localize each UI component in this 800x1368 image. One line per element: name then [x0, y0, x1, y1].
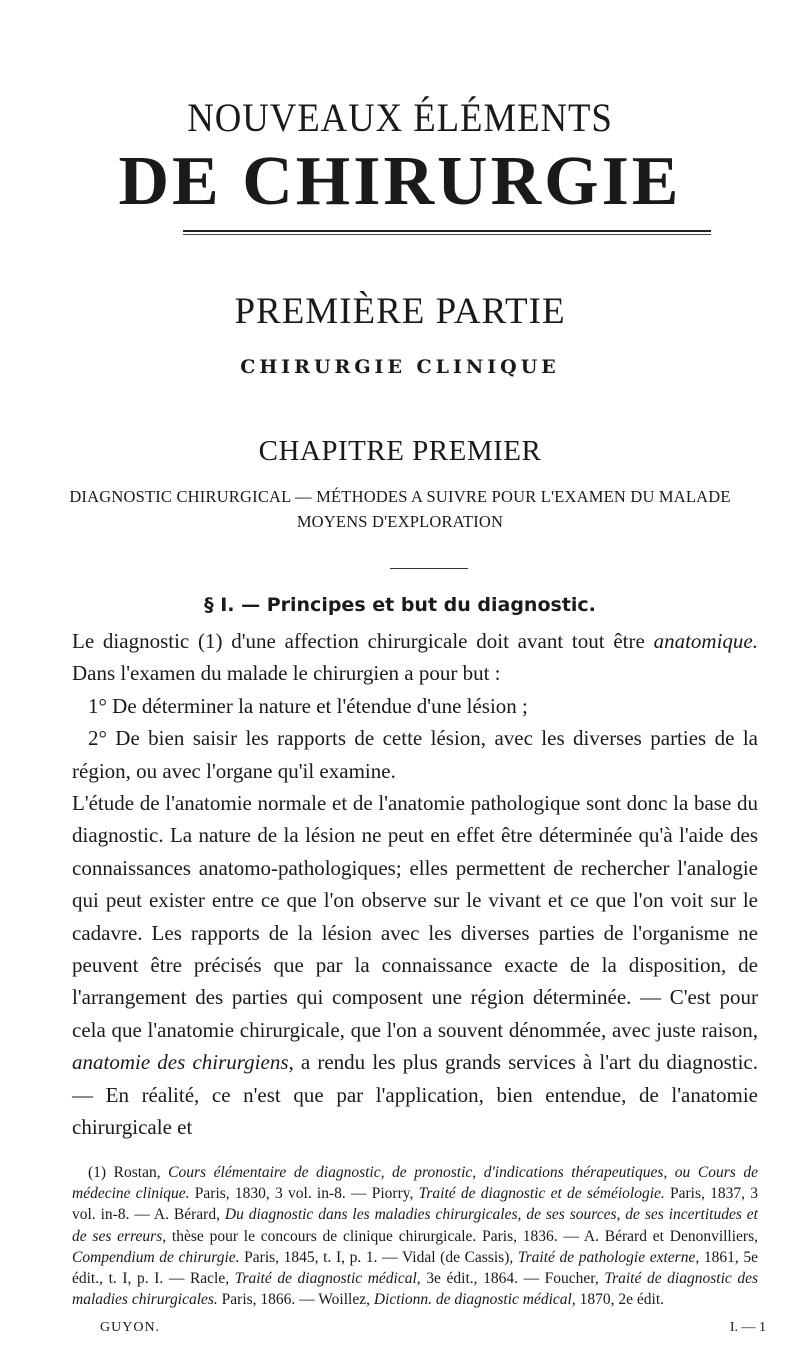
text-run: Paris, 1866. — Woillez,: [217, 1291, 374, 1309]
book-title-line2: DE CHIRURGIE: [118, 143, 682, 220]
chapter-summary-line1: DIAGNOSTIC CHIRURGICAL — MÉTHODES A SUIVRE POUR L'EXAMEN DU MALADE: [69, 487, 731, 506]
book-title-line1: NOUVEAUX ÉLÉMENTS: [187, 95, 613, 140]
title-rule-thin: [183, 234, 711, 235]
citation-title: Dictionn. de diagnostic médical,: [373, 1291, 576, 1309]
text-run: thèse pour le concours de clinique chirurgicale. Paris, 1836. — A. Bérard et Denonvilliers,: [166, 1227, 758, 1245]
paragraph: [72, 787, 758, 1143]
footer-author: GUYON.: [100, 1320, 161, 1335]
text-run: Paris, 1830, 3 vol. in-8. — Piorry,: [189, 1185, 419, 1203]
text-run: 1870, 2e édit.: [575, 1291, 664, 1309]
section-heading: § I. — Principes et but du diagnostic.: [204, 594, 596, 616]
title-rule: [183, 230, 711, 232]
text-run: Dans l'examen du malade le chirurgien a pour but :: [72, 661, 501, 686]
footnote: [72, 1162, 758, 1310]
citation-title: Traité de diagnostic et de séméiologie.: [418, 1185, 665, 1203]
chapter-summary-line2: MOYENS D'EXPLORATION: [296, 512, 504, 531]
part-title: PREMIÈRE PARTIE: [234, 291, 566, 332]
paragraph: 2° De bien saisir les rapports de cette lésion, avec les diverses parties de la région, ou avec l'organe qu'il examine.: [72, 726, 758, 783]
citation-title: Traité de diagnostic médical,: [234, 1270, 421, 1288]
citation-title: Du diagnostic dans les maladies chirurgicales, de ses sources, de ses incertitudes et de ses erreurs,: [72, 1206, 758, 1245]
citation-title: Traité de pathologie externe,: [517, 1248, 700, 1266]
paragraph: 1° De déterminer la nature et l'étendue d'une lésion ;: [88, 693, 528, 718]
citation-title: Compendium de chirurgie.: [72, 1248, 240, 1266]
body-text: [72, 625, 758, 1144]
text-run: a rendu les plus grands services à l'art du diagnostic. — En réalité, ce n'est que par l'application, bien entendue, de l'anatomie chirurgicale et: [72, 1050, 758, 1140]
footnote-paragraph: [72, 1162, 758, 1310]
text-run: Le diagnostic (1) d'une affection chirurgicale doit avant tout être: [72, 629, 654, 653]
part-subtitle: CHIRURGIE CLINIQUE: [240, 356, 560, 378]
text-run: 3e édit., 1864. — Foucher,: [420, 1270, 605, 1288]
text-run: Paris, 1837, 3 vol. in-8. — A. Bérard,: [72, 1185, 758, 1224]
text-run: (1) Rostan,: [88, 1164, 169, 1181]
citation-title: Cours élémentaire de diagnostic, de pronostic, d'indications thérapeutiques, ou Cours de médecine clinique.: [72, 1164, 758, 1203]
text-run: 1861, 5e édit., t. I, p. I. — Racle,: [72, 1248, 758, 1288]
text-run: L'étude de l'anatomie normale et de l'anatomie pathologique sont donc la base du diagnostic. La nature de la lésion ne peut en effet être déterminée qu'à l'aide des connaissances anatomo-pathologiques; elles permettent de rechercher l'analogie qui peut exister entre ce que l'on observe sur le vivant et ce que l'on voit sur le cadavre. Les rapports de la lésion avec les diverses parties de l'organisme ne peuvent être précisés que par la connaissance exacte de la disposition, de l'arrangement des parties qui composent une région déterminée. — C'est pour cela que l'anatomie chirurgicale, que l'on a souvent dénommée, avec juste raison,: [72, 791, 758, 1042]
citation-title: Traité de diagnostic des maladies chirurgicales.: [72, 1270, 759, 1309]
text-run: Paris, 1845, t. I, p. 1. — Vidal (de Cassis),: [239, 1248, 518, 1266]
chapter-title: CHAPITRE PREMIER: [258, 435, 542, 467]
emphasis: anatomie des chirurgiens,: [72, 1050, 294, 1075]
emphasis: anatomique.: [653, 629, 758, 653]
chapter-rule: [390, 568, 468, 569]
signature-mark: I. — 1: [729, 1320, 766, 1335]
paragraph: [72, 625, 758, 690]
